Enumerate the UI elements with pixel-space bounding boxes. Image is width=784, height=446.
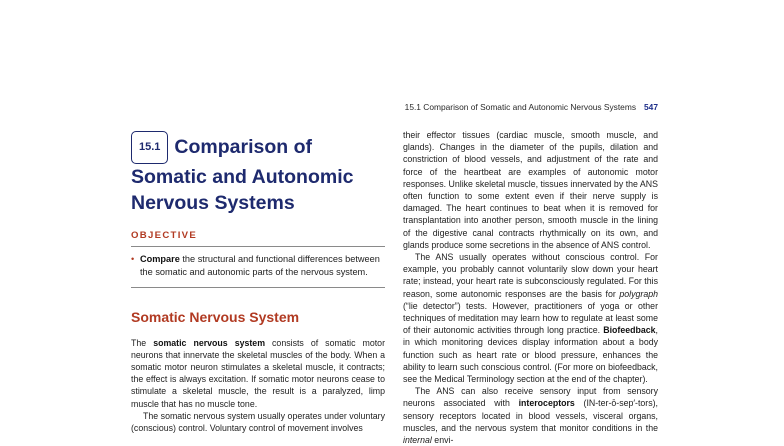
text-run: The [131,337,154,348]
bullet-icon: • [131,253,135,264]
paragraph: their effector tissues (cardiac muscle, smooth muscle, and glands). Changes in the diameter of the pupils, dilation and constriction of blood vessels, and adjustment of the rate and force of the heartbeat are examples of autonomic motor responses. Unlike skeletal muscle, tissues innervated by the ANS often function to some extent even if their nerve supply is damaged. The heart continues to beat when it is removed for transplantation into another person, smooth muscle in the lining of the digestive canal contracts rhythmically on its own, and glands produce some secretions in the absence of ANS control. [403,130,658,250]
objective-heading: OBJECTIVE [131,229,198,241]
subsection-heading: Somatic Nervous System [131,308,300,325]
section-heading [131,131,385,217]
text-run: The ANS usually operates without conscious control. For example, you probably cannot voluntarily slow down your heart rate; instead, your heart rate is subconsciously regulated. For this reason, some autonomic responses are the basis for [403,252,658,299]
left-column [131,131,385,434]
paragraph [403,251,658,385]
paragraph [131,337,385,410]
text-run: , in which monitoring devices display information about a body function such as heart rate or blood pressure, enhances the ability to learn such conscious control. (For more on biofeedback, see the Medical Terminology section at the end of the chapter). [403,325,658,385]
objective-top-rule [131,246,385,247]
objective-term: Compare [140,253,180,264]
right-column [403,129,658,446]
paragraph: The somatic nervous system usually operates under voluntary (conscious) control. Voluntary control of movement involves [131,410,385,433]
text-run: (IN-ter-ō-sep′-tors), sensory receptors located in blood vessels, visceral organs, muscles, and the nervous system that monitor conditions in the [403,398,659,433]
text-run: (“lie detector”) tests. However, practitioners of yoga or other techniques of meditation may learn how to regulate at least some of their autonomic activities through long practice. [403,300,658,336]
objective-list [131,253,385,279]
italic-term: polygraph [619,288,658,299]
page-number: 547 [644,102,658,112]
key-term: interoceptors [518,398,575,409]
running-head-title: 15.1 Comparison of Somatic and Autonomic Nervous Systems [404,102,637,112]
section-number-badge: 15.1 [131,131,168,164]
objective-item [131,253,385,279]
text-run: The ANS can also receive sensory input from sensory neurons associated with [403,386,658,409]
key-term: somatic nervous system [153,337,266,348]
objective-text: the structural and functional differences between the somatic and autonomic parts of the nervous system. [140,253,380,277]
running-head [392,102,658,112]
text-run: consists of somatic motor neurons that innervate the skeletal muscles of the body. When a somatic motor neuron stimulates a skeletal muscle, it contracts; the effect is always excitation. If somatic motor neurons cease to stimulate a skeletal muscle, the result is a paralyzed, limp muscle that has no muscle tone. [131,337,385,409]
section-title: Comparison of Somatic and Autonomic Nervous Systems [131,136,354,214]
key-term: Biofeedback [603,325,656,336]
objective-bottom-rule [131,287,385,288]
paragraph [403,385,658,446]
text-run: envi- [431,435,454,446]
italic-term: internal [403,435,432,446]
left-body-text [131,337,385,435]
